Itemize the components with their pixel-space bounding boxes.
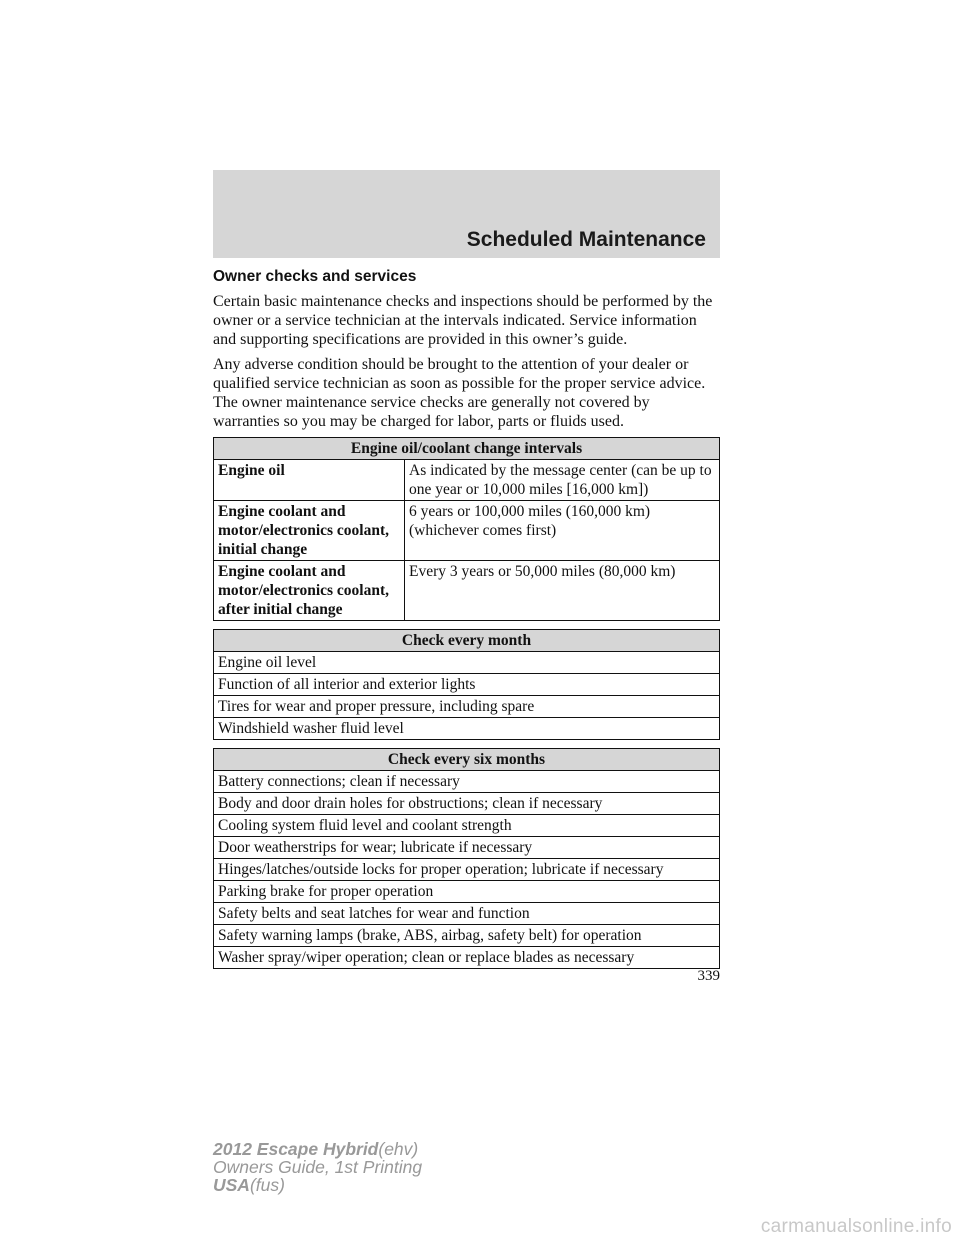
row-label: Engine oil [214, 460, 405, 501]
table-cell: Hinges/latches/outside locks for proper operation; lubricate if necessary [214, 859, 720, 881]
section-header-band [213, 170, 720, 258]
footer-market-code: (fus) [249, 1175, 285, 1195]
intervals-table-header: Engine oil/coolant change intervals [214, 438, 720, 460]
table-row [214, 718, 720, 740]
table-row [214, 925, 720, 947]
section-title: Scheduled Maintenance [466, 228, 706, 251]
footer-market: USA [213, 1175, 250, 1195]
row-value: As indicated by the message center (can be up to one year or 10,000 miles [16,000 km]) [405, 460, 720, 501]
table-row [214, 460, 720, 501]
table-row [214, 793, 720, 815]
row-value: Every 3 years or 50,000 miles (80,000 km) [405, 561, 720, 621]
six-month-table-header: Check every six months [214, 749, 720, 771]
section-heading: Owner checks and services [213, 268, 417, 285]
table-row [214, 674, 720, 696]
table-cell: Windshield washer fluid level [214, 718, 720, 740]
table-cell: Function of all interior and exterior lights [214, 674, 720, 696]
table-row [214, 696, 720, 718]
intervals-table [213, 437, 720, 621]
table-cell: Washer spray/wiper operation; clean or replace blades as necessary [214, 947, 720, 969]
table-row [214, 501, 720, 561]
table-row [214, 947, 720, 969]
table-row [214, 652, 720, 674]
six-month-check-table [213, 748, 720, 969]
paragraph-intro: Certain basic maintenance checks and inspections should be performed by the owner or a service technician at the intervals indicated. Service information and supporting specifications are provided in this owner’s guide. [213, 293, 713, 348]
page-number: 339 [697, 968, 720, 984]
table-row [214, 903, 720, 925]
table-cell: Safety belts and seat latches for wear and function [214, 903, 720, 925]
print-footer [213, 1140, 422, 1194]
table-cell: Parking brake for proper operation [214, 881, 720, 903]
main-content [213, 268, 720, 969]
row-value: 6 years or 100,000 miles (160,000 km) (whichever comes first) [405, 501, 720, 561]
table-cell: Door weatherstrips for wear; lubricate if necessary [214, 837, 720, 859]
row-label: Engine coolant and motor/electronics coolant, after initial change [214, 561, 405, 621]
footer-model: 2012 Escape Hybrid [213, 1139, 379, 1159]
monthly-check-table [213, 629, 720, 740]
footer-line-3 [213, 1176, 422, 1194]
watermark-text: carmanualsonline.info [760, 1216, 952, 1237]
paragraph-adverse-condition: Any adverse condition should be brought to the attention of your dealer or qualified service technician as soon as possible for the proper service advice. The owner maintenance service checks are generally not covered by warranties so you may be charged for labor, parts or fluids used. [213, 356, 706, 430]
table-row [214, 815, 720, 837]
row-label: Engine coolant and motor/electronics coolant, initial change [214, 501, 405, 561]
table-cell: Body and door drain holes for obstructions; clean if necessary [214, 793, 720, 815]
footer-line-2: Owners Guide, 1st Printing [213, 1157, 423, 1177]
table-cell: Cooling system fluid level and coolant strength [214, 815, 720, 837]
table-row [214, 881, 720, 903]
table-cell: Engine oil level [214, 652, 720, 674]
table-cell: Safety warning lamps (brake, ABS, airbag, safety belt) for operation [214, 925, 720, 947]
table-cell: Tires for wear and proper pressure, including spare [214, 696, 720, 718]
table-row [214, 859, 720, 881]
table-row [214, 771, 720, 793]
monthly-table-header: Check every month [214, 630, 720, 652]
footer-line-1 [213, 1140, 422, 1158]
table-cell: Battery connections; clean if necessary [214, 771, 720, 793]
footer-model-code: (ehv) [378, 1139, 419, 1159]
table-row [214, 561, 720, 621]
table-row [214, 837, 720, 859]
